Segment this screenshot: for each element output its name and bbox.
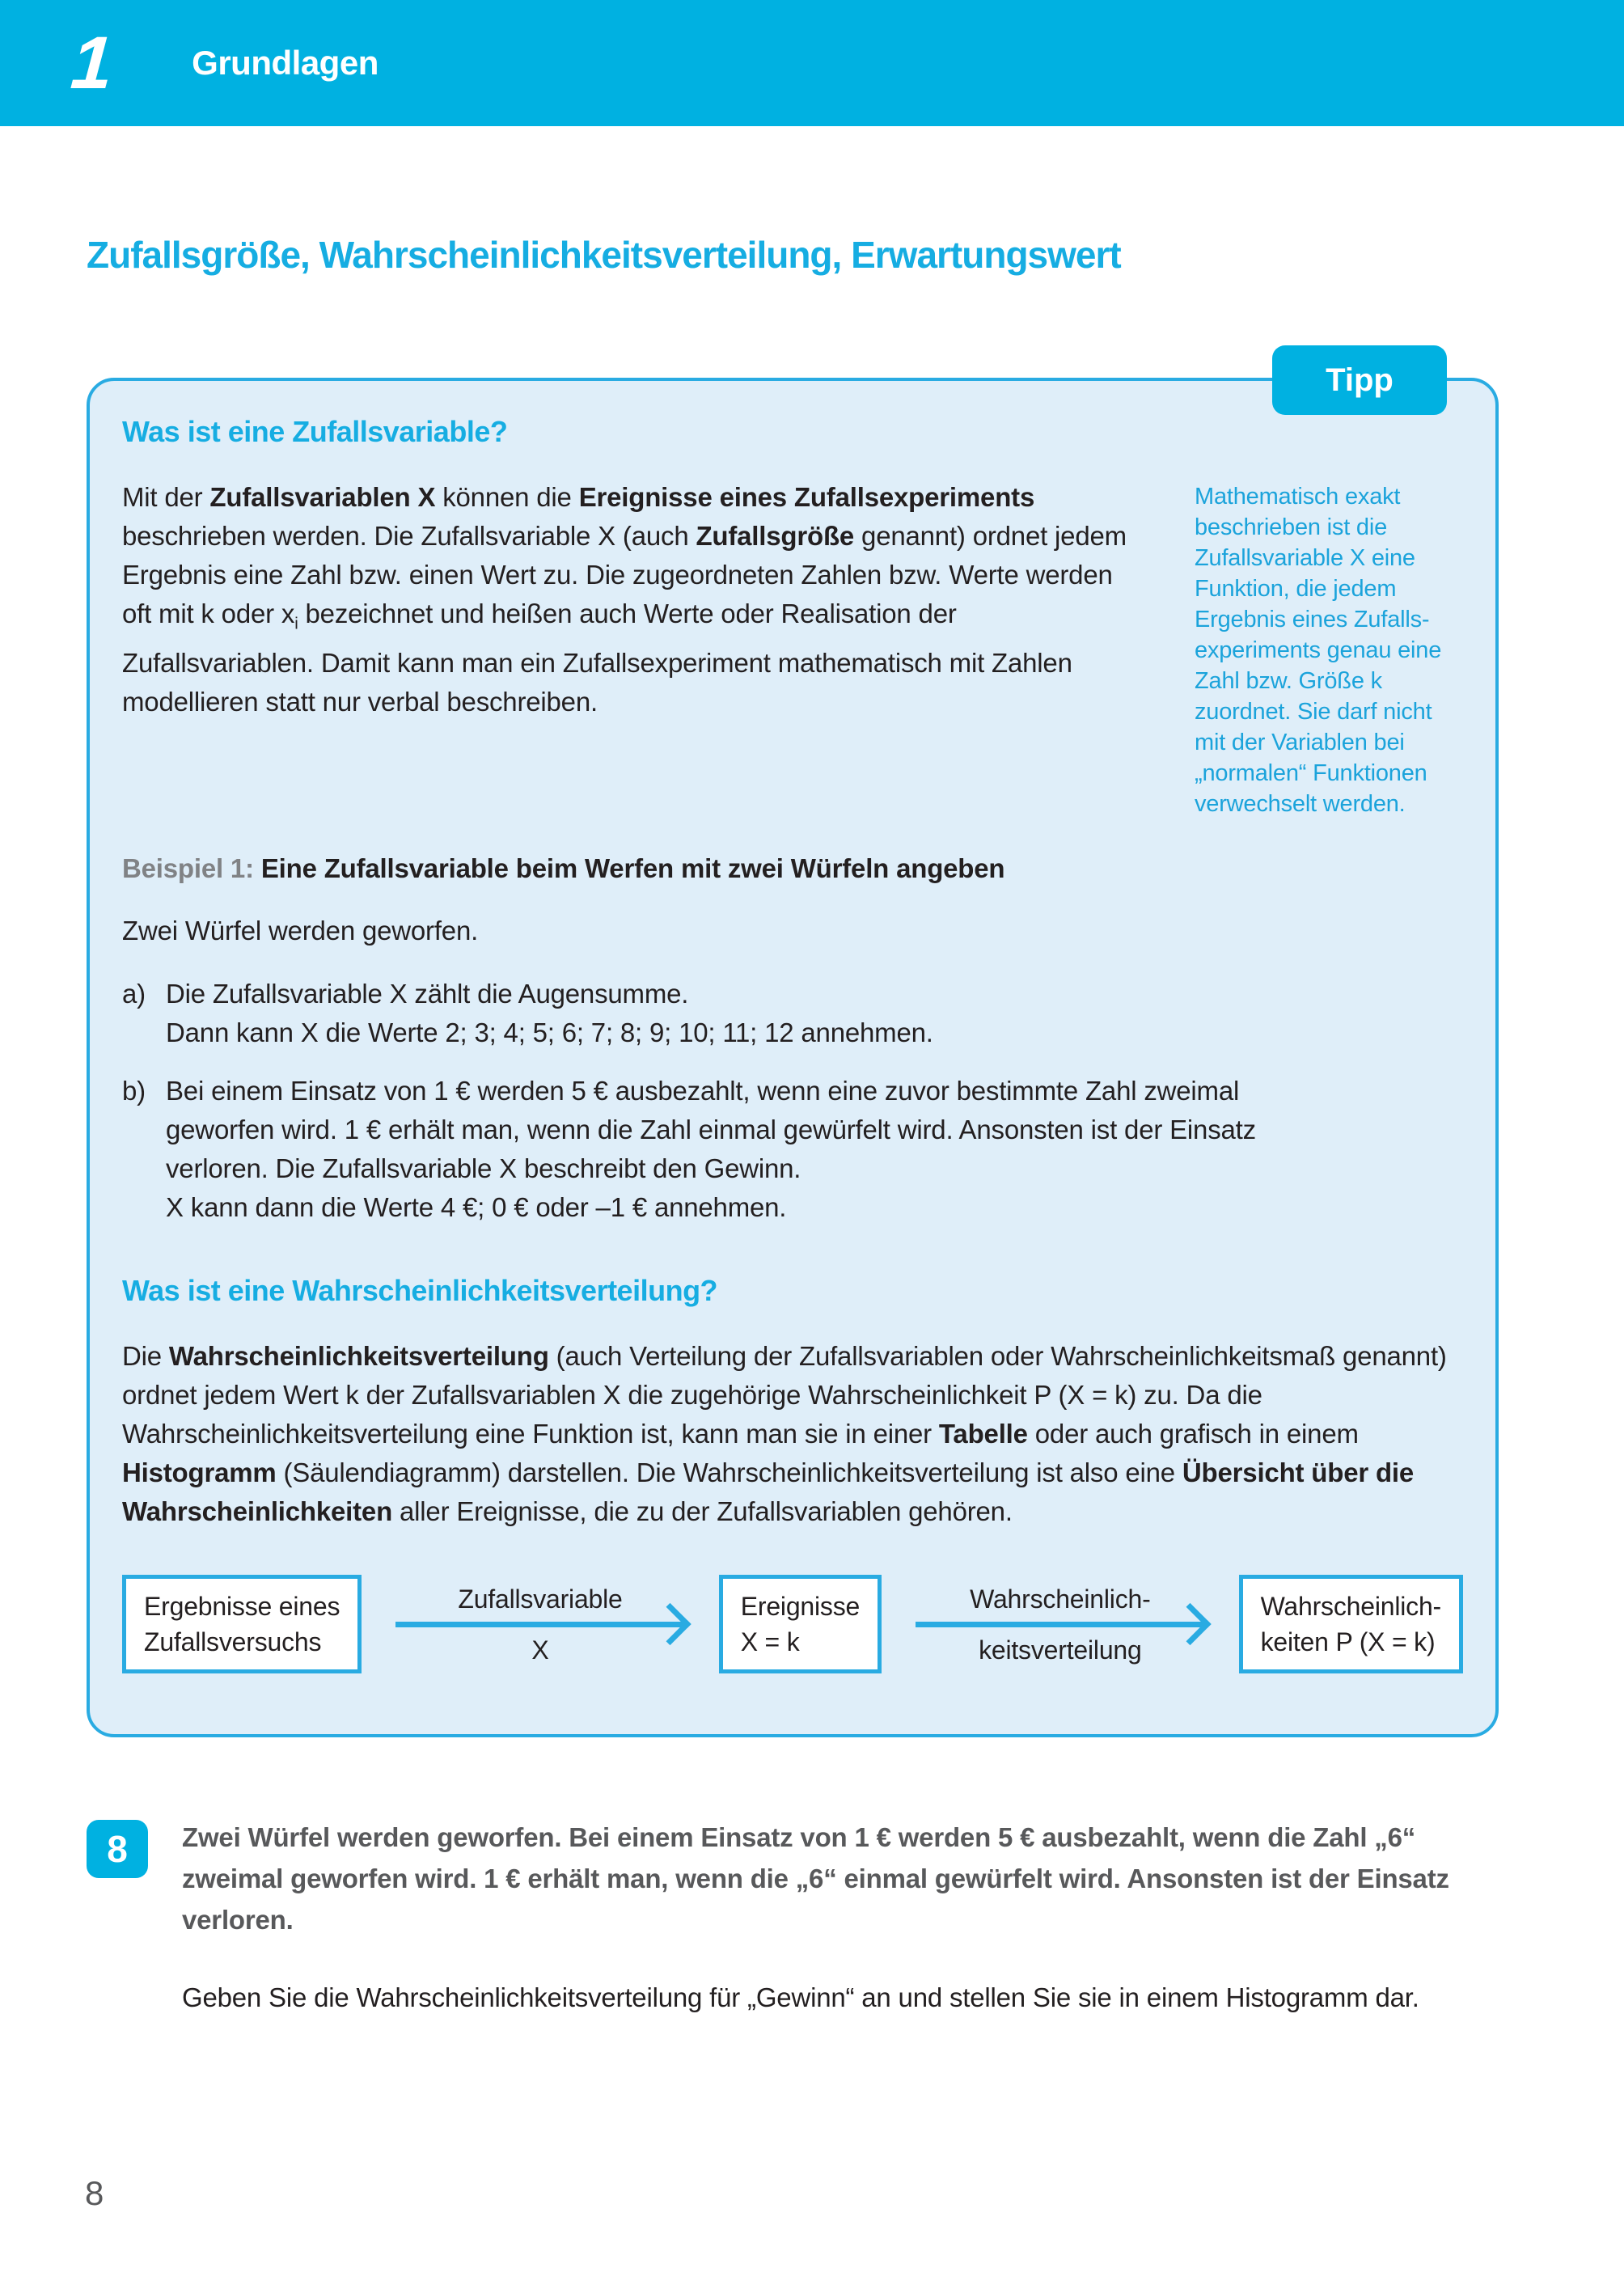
diagram-node-ereignisse [719, 1575, 882, 1673]
item-body-b [166, 1072, 1282, 1227]
example-heading-line [122, 850, 1463, 887]
exercise-task: Geben Sie die Wahrscheinlichkeitsverteilung für „Gewinn“ an und stellen Sie sie in einem Histogramm dar. [182, 1982, 1419, 2012]
section1-row [122, 478, 1463, 819]
arrow-label-top: Zufallsvariable [458, 1584, 623, 1614]
section-heading-zufallsvariable: Was ist eine Zufallsvariable? [122, 415, 508, 448]
page-title: Zufallsgröße, Wahrscheinlichkeitsverteilung, Erwartungswert [87, 234, 1121, 276]
right-arrow-icon [916, 1622, 1205, 1627]
flow-diagram [122, 1575, 1463, 1673]
example-title: Eine Zufallsvariable beim Werfen mit zwei Würfeln angeben [260, 853, 1005, 883]
diagram-arrow-zufallsvariable [383, 1583, 697, 1666]
tip-tab-badge: Tipp [1272, 345, 1447, 415]
section-heading-wahrscheinlichkeitsverteilung: Was ist eine Wahrscheinlichkeitsverteilung? [122, 1274, 718, 1307]
paragraph-wahrscheinlichkeitsverteilung: Die Wahrscheinlichkeitsverteilung (auch Verteilung der Zufallsvariablen oder Wahrscheinlichkeitsmaß genannt) ordnet jedem Wert k der Zufallsvariablen X die zugehörige Wahrscheinlichkeit P (X = k) zu. Da die Wahrscheinlichkeitsverteilung eine Funktion ist, kann man sie in einer Tabelle oder auch grafisch in einem Histogramm (Säulendiagramm) darstellen. Die Wahrscheinlichkeitsverteilung ist also eine Übersicht über die Wahrscheinlichkeiten aller Ereignisse, die zu der Zufallsvariablen gehören. [122, 1341, 1447, 1526]
tip-box [87, 362, 1499, 1737]
right-arrow-icon [395, 1622, 685, 1627]
node-line: keiten P (X = k) [1260, 1627, 1436, 1656]
diagram-arrow-wahrscheinlichkeitsverteilung [903, 1583, 1217, 1666]
arrow-label-top: Wahrscheinlich- [970, 1584, 1151, 1614]
example-intro: Zwei Würfel werden geworfen. [122, 916, 479, 946]
node-line: Zufallsversuchs [144, 1627, 322, 1656]
node-line: Ergebnisse eines [144, 1592, 340, 1621]
item-a-line-2: Dann kann X die Werte 2; 3; 4; 5; 6; 7; 8; 9; 10; 11; 12 annehmen. [166, 1017, 933, 1047]
diagram-node-wahrscheinlichkeiten [1239, 1575, 1463, 1673]
node-line: X = k [740, 1627, 800, 1656]
arrow-label-bottom: X [531, 1635, 549, 1665]
exercise-statement: Zwei Würfel werden geworfen. Bei einem Einsatz von 1 € werden 5 € ausbezahlt, wenn die Zahl „6“ zweimal geworfen wird. 1 € erhält man, wenn die „6“ einmal gewürfelt wird. Ansonsten ist der Einsatz verloren. [182, 1822, 1449, 1935]
item-a-line-1: Die Zufallsvariable X zählt die Augensumme. [166, 979, 689, 1009]
example-label: Beispiel 1: [122, 853, 254, 883]
exercise-number-badge: 8 [87, 1820, 148, 1878]
item-b-values-line: X kann dann die Werte 4 €; 0 € oder –1 € annehmen. [166, 1192, 787, 1222]
chapter-header-bar [0, 0, 1624, 126]
example-item-b [122, 1072, 1463, 1227]
node-line: Ereignisse [740, 1592, 861, 1621]
item-marker-a: a) [122, 979, 146, 1009]
node-line: Wahrscheinlich- [1260, 1592, 1442, 1621]
tip-sidebar-note: Mathematisch exakt beschrieben ist die Zufallsvariable X eine Funktion, die jedem Ergebnis eines Zufallsexperiments genau eine Zahl bzw. Größe k zuordnet. Sie darf nicht mit der Variablen bei „normalen“ Funktionen verwechselt werden. [1195, 484, 1442, 817]
example-item-a [122, 975, 1463, 1052]
diagram-node-ergebnisse [122, 1575, 362, 1673]
item-b-paragraph: Bei einem Einsatz von 1 € werden 5 € ausbezahlt, wenn eine zuvor bestimmte Zahl zweimal geworfen wird. 1 € erhält man, wenn die Zahl einmal gewürfelt wird. Ansonsten ist der Einsatz verloren. Die Zufallsvariable X beschreibt den Gewinn. [166, 1076, 1256, 1183]
chapter-title: Grundlagen [192, 44, 379, 82]
arrow-label-bottom: keitsverteilung [979, 1635, 1142, 1665]
item-body-a [166, 975, 1282, 1052]
exercise-text [182, 1817, 1453, 2018]
chapter-number: 1 [68, 22, 116, 104]
item-marker-b: b) [122, 1076, 146, 1106]
exercise-8 [87, 1817, 1461, 2018]
paragraph-zufallsvariable: Mit der Zufallsvariablen X können die Ereignisse eines Zufallsexperiments beschrieben werden. Die Zufallsvariable X (auch Zufallsgröße genannt) ordnet jedem Ergebnis eine Zahl bzw. einen Wert zu. Die zugeordneten Zahlen bzw. Werte werden oft mit k oder $x_i$ bezeichnet und heißen auch Werte oder Realisation der Zufallsvariablen. Damit kann man ein Zufallsexperiment mathematisch mit Zahlen modellieren statt nur verbal beschreiben. [122, 482, 1127, 717]
page-number: 8 [85, 2174, 104, 2212]
